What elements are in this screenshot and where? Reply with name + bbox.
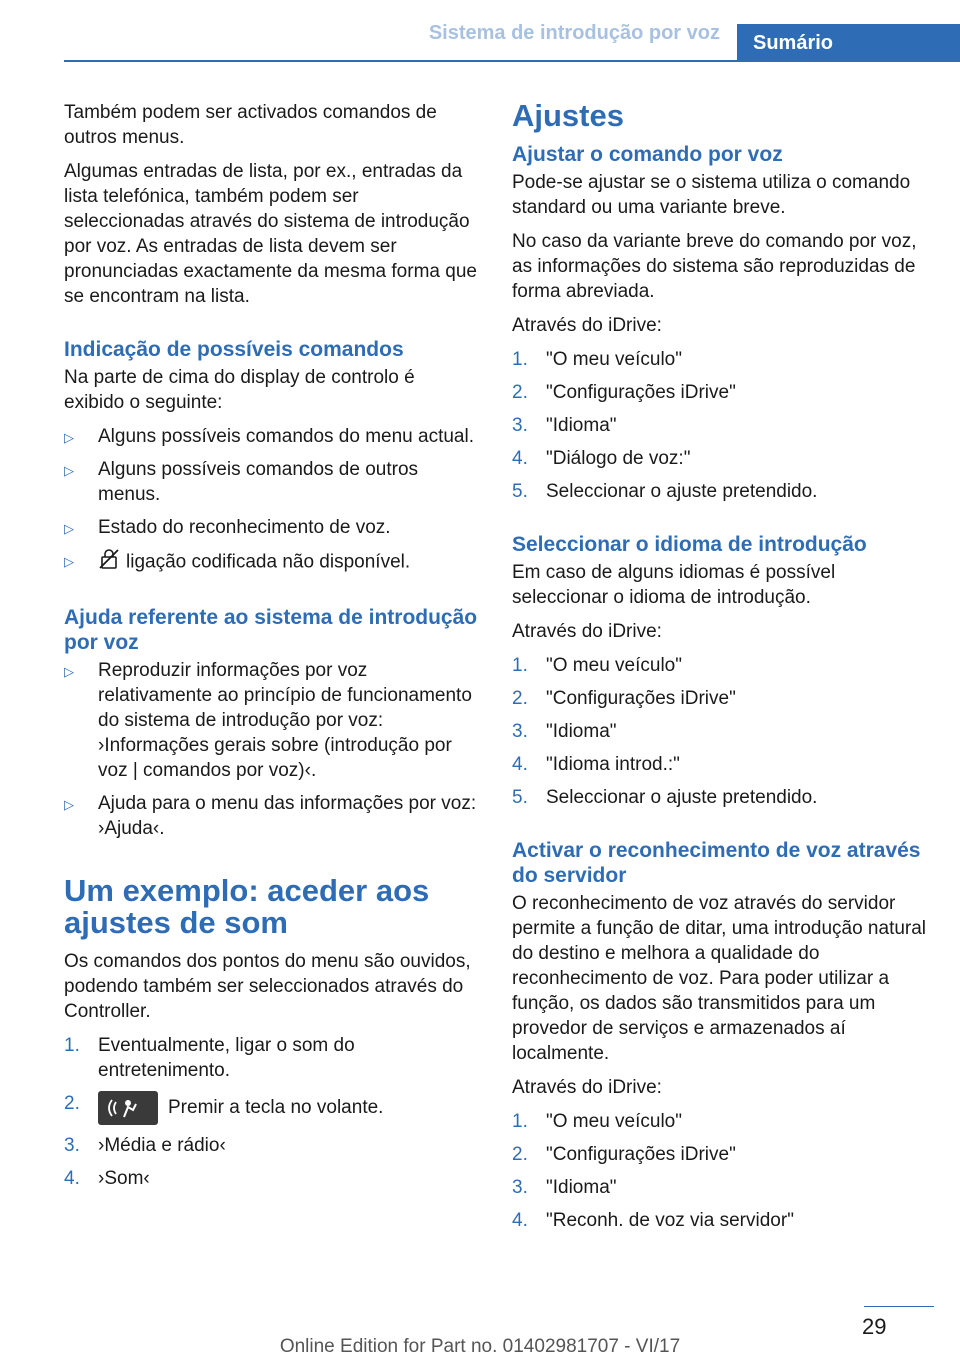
triangle-right-icon: ▷ [64, 797, 74, 812]
list-item: 1. "O meu veículo" [512, 1111, 682, 1132]
heading-ajuda: Ajuda referente ao sistema de introdução por voz [64, 606, 478, 654]
list-item: 2. "Configurações iDrive" [512, 688, 736, 709]
paragraph: Pode-se ajustar se o sistema utiliza o comando standard ou uma variante breve. [512, 172, 911, 218]
heading-exemplo: Um exemplo: aceder aos ajustes de som [64, 873, 430, 940]
list-item: ▷ Ajuda para o menu das informações por voz: ›Ajuda‹. [64, 793, 477, 839]
list-item: ▷ Alguns possíveis comandos do menu actual. [64, 424, 478, 449]
list-item: 3. "Idioma" [512, 1177, 617, 1198]
list-item: 2. "Configurações iDrive" [512, 1144, 736, 1165]
paragraph: O reconhecimento de voz através do servidor permite a função de ditar, uma introdução natural do destino e melhora a qualidade do reconhecimento de voz. Para poder utilizar a função, os dados são transmitidos para um provedor de serviços e armazenados aí localmente. [512, 893, 927, 1064]
heading-indicacao: Indicação de possíveis comandos [64, 338, 404, 361]
crossed-lock-icon [98, 548, 120, 577]
paragraph: No caso da variante breve do comando por voz, as informações do sistema são reproduzidas de forma abreviada. [512, 231, 917, 302]
bullet-list [64, 424, 478, 577]
header-rule [64, 60, 737, 62]
triangle-right-icon: ▷ [64, 664, 74, 679]
list-item: 1. Eventualmente, ligar o som do entretenimento. [64, 1035, 355, 1081]
numbered-list [512, 347, 930, 504]
voice-command-key-icon [98, 1091, 158, 1125]
numbered-list [512, 653, 930, 810]
bullet-list [64, 658, 478, 841]
paragraph: Através do iDrive: [512, 1077, 662, 1098]
list-item: 5. Seleccionar o ajuste pretendido. [512, 787, 818, 808]
paragraph: Na parte de cima do display de controlo é exibido o seguinte: [64, 367, 415, 413]
list-item: 3. "Idioma" [512, 415, 617, 436]
triangle-right-icon: ▷ [64, 430, 74, 445]
footer-rule [864, 1306, 934, 1307]
paragraph: Em caso de alguns idiomas é possível seleccionar o idioma de introdução. [512, 562, 836, 608]
list-item: 4. "Reconh. de voz via servidor" [512, 1210, 794, 1231]
list-item: 2. "Configurações iDrive" [512, 382, 736, 403]
triangle-right-icon: ▷ [64, 463, 74, 478]
triangle-right-icon: ▷ [64, 554, 74, 569]
list-item: ▷ Estado do reconhecimento de voz. [64, 515, 478, 540]
left-column [64, 100, 478, 1199]
list-item: 4. ›Som‹ [64, 1168, 150, 1189]
header-tab-summary[interactable]: Sumário [737, 24, 960, 62]
list-item: 1. "O meu veículo" [512, 349, 682, 370]
header-section-title: Sistema de introdução por voz [428, 22, 720, 44]
paragraph: Também podem ser activados comandos de outros menus. [64, 102, 437, 148]
heading-idioma: Seleccionar o idioma de introdução [512, 533, 867, 556]
paragraph: Algumas entradas de lista, por ex., entradas da lista telefónica, também podem ser seleccionadas através do sistema de introdução por voz. As entradas de lista devem ser pronunciadas exactamente da mesma forma que se encontram na lista. [64, 161, 477, 307]
list-item: 4. "Idioma introd.:" [512, 754, 680, 775]
triangle-right-icon: ▷ [64, 521, 74, 536]
heading-ajustes: Ajustes [512, 98, 624, 133]
right-column [512, 100, 930, 1241]
page-header [0, 0, 960, 64]
list-item: 4. "Diálogo de voz:" [512, 448, 691, 469]
numbered-list [64, 1033, 478, 1191]
list-item: ▷ Reproduzir informações por voz relativamente ao princípio de funcionamento do sistema de introdução por voz: ›Informações gerais sobre (introdução por voz | comandos por voz)‹. [64, 660, 472, 781]
list-item: 3. ›Média e rádio‹ [64, 1135, 226, 1156]
list-item: 1. "O meu veículo" [512, 655, 682, 676]
numbered-list [512, 1109, 930, 1233]
list-item: 2. Premir a tecla no volante. [64, 1091, 478, 1125]
paragraph: Através do iDrive: [512, 621, 662, 642]
heading-ajustar: Ajustar o comando por voz [512, 143, 783, 166]
page-number: 29 [862, 1314, 887, 1339]
list-item: 5. Seleccionar o ajuste pretendido. [512, 481, 818, 502]
paragraph: Através do iDrive: [512, 315, 662, 336]
paragraph: Os comandos dos pontos do menu são ouvidos, podendo também ser seleccionados através do Controller. [64, 951, 471, 1022]
heading-servidor: Activar o reconhecimento de voz através do servidor [512, 839, 921, 887]
list-item: ▷ ligação codificada não disponível. [64, 548, 478, 577]
footer-edition: Online Edition for Part no. 01402981707 - VI/17 [279, 1336, 681, 1357]
list-item: 3. "Idioma" [512, 721, 617, 742]
list-item: ▷ Alguns possíveis comandos de outros menus. [64, 459, 419, 505]
